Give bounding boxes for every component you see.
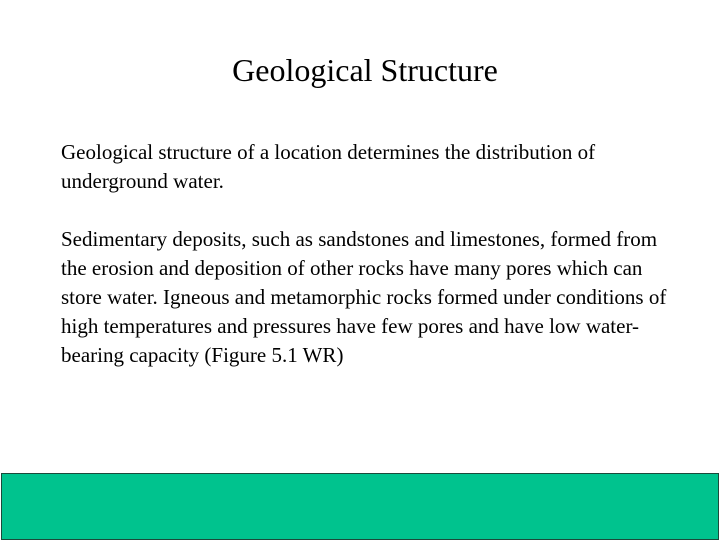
paragraph-distribution: Geological structure of a location determines the distribution of underground water.	[61, 140, 596, 193]
slide-title: Geological Structure	[232, 52, 498, 88]
slide-body	[61, 138, 681, 399]
paragraph-rock-types: Sedimentary deposits, such as sandstones and limestones, formed from the erosion and deposition of other rocks have many pores which can store water. Igneous and metamorphic rocks formed under conditions of high temperatures and pressures have few pores and have low water-bearing capacity (Figure 5.1 WR)	[61, 227, 667, 367]
footer-bar	[1, 473, 719, 540]
